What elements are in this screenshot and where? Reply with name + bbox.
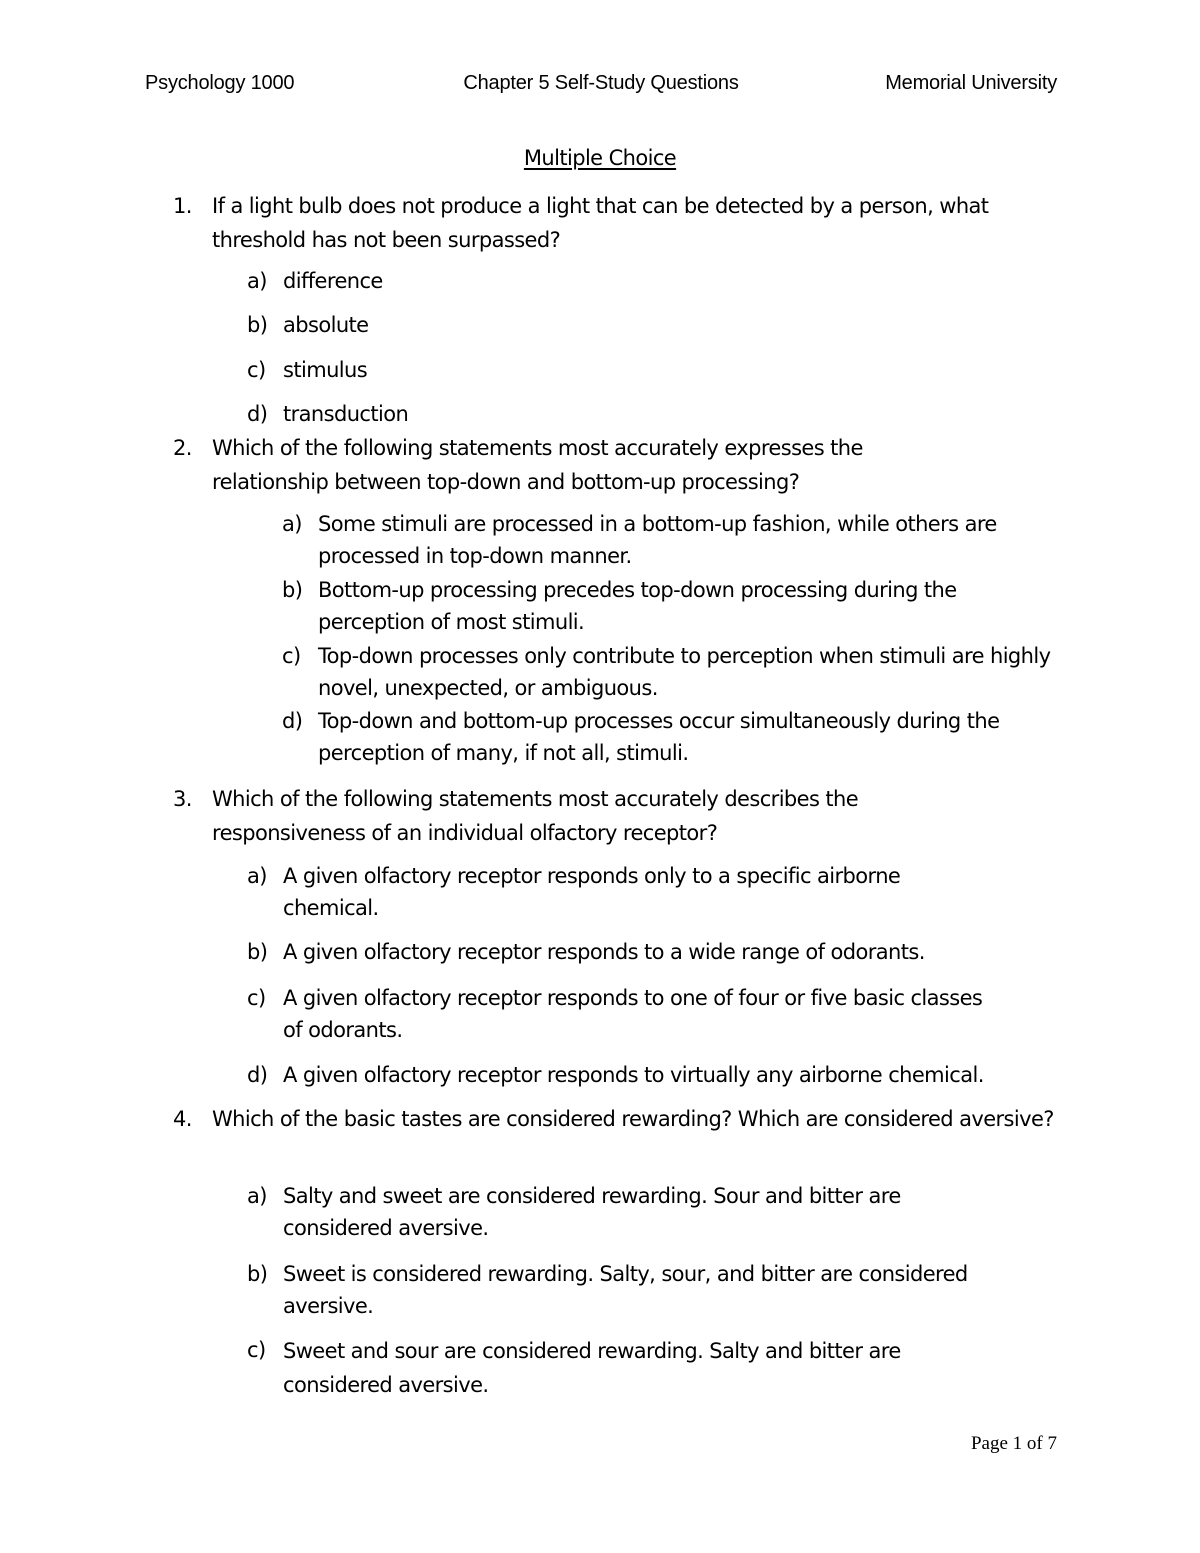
option-letter: c): [247, 358, 266, 382]
option-text: A given olfactory receptor responds to virtually any airborne chemical.: [283, 1063, 984, 1087]
option-text: A given olfactory receptor responds to a wide range of odorants.: [283, 940, 925, 964]
option-letter: c): [247, 986, 266, 1010]
option-letter: c): [247, 1338, 266, 1362]
option-text: Salty and sweet are considered rewarding. Sour and bitter are considered aversive.: [283, 1184, 901, 1240]
question-number: 4.: [173, 1107, 192, 1131]
option-text: A given olfactory receptor responds only to a specific airborne chemical.: [283, 864, 901, 920]
option-letter: b): [247, 1262, 268, 1286]
option-text: A given olfactory receptor responds to one of four or five basic classes of odorants.: [283, 986, 983, 1042]
section-title: Multiple Choice: [523, 146, 677, 170]
option-text: Sweet is considered rewarding. Salty, sour, and bitter are considered aversive.: [283, 1262, 968, 1318]
option-letter: a): [282, 512, 302, 536]
question-number: 1.: [173, 194, 192, 218]
page-header: [145, 72, 1057, 100]
course-name: Psychology 1000: [145, 72, 295, 94]
option-letter: b): [247, 940, 268, 964]
question-number: 2.: [173, 436, 192, 460]
option-text: Sweet and sour are considered rewarding. Salty and bitter are considered aversive.: [283, 1339, 901, 1397]
option-text: Bottom-up processing precedes top-down processing during the perception of most stimuli.: [318, 578, 957, 634]
option-text: absolute: [283, 313, 369, 337]
option-letter: b): [247, 313, 268, 337]
option-text: Some stimuli are processed in a bottom-up fashion, while others are processed in top-down manner.: [318, 512, 997, 568]
option-letter: a): [247, 1184, 267, 1208]
question-text: Which of the basic tastes are considered rewarding? Which are considered aversive?: [212, 1107, 1054, 1131]
option-text: difference: [283, 269, 383, 293]
option-letter: d): [282, 709, 303, 733]
option-text: Top-down processes only contribute to perception when stimuli are highly novel, unexpected, or ambiguous.: [318, 644, 1051, 700]
option-letter: b): [282, 578, 303, 602]
option-text: stimulus: [283, 358, 368, 382]
question-text: Which of the following statements most accurately describes the responsiveness of an individual olfactory receptor?: [212, 787, 859, 845]
page-number: Page 1 of 7: [970, 1433, 1057, 1454]
option-letter: d): [247, 402, 268, 426]
question-number: 3.: [173, 787, 192, 811]
option-letter: a): [247, 269, 267, 293]
option-letter: d): [247, 1063, 268, 1087]
option-text: Top-down and bottom-up processes occur simultaneously during the perception of many, if not all, stimuli.: [318, 709, 1000, 765]
question-text: If a light bulb does not produce a light that can be detected by a person, what threshold has not been surpassed?: [212, 194, 989, 252]
document-title: Chapter 5 Self-Study Questions: [463, 72, 739, 94]
option-letter: c): [282, 644, 301, 668]
institution-name: Memorial University: [885, 72, 1057, 94]
option-letter: a): [247, 864, 267, 888]
question-text: Which of the following statements most accurately expresses the relationship between top-down and bottom-up processing?: [212, 436, 863, 494]
option-text: transduction: [283, 402, 409, 426]
